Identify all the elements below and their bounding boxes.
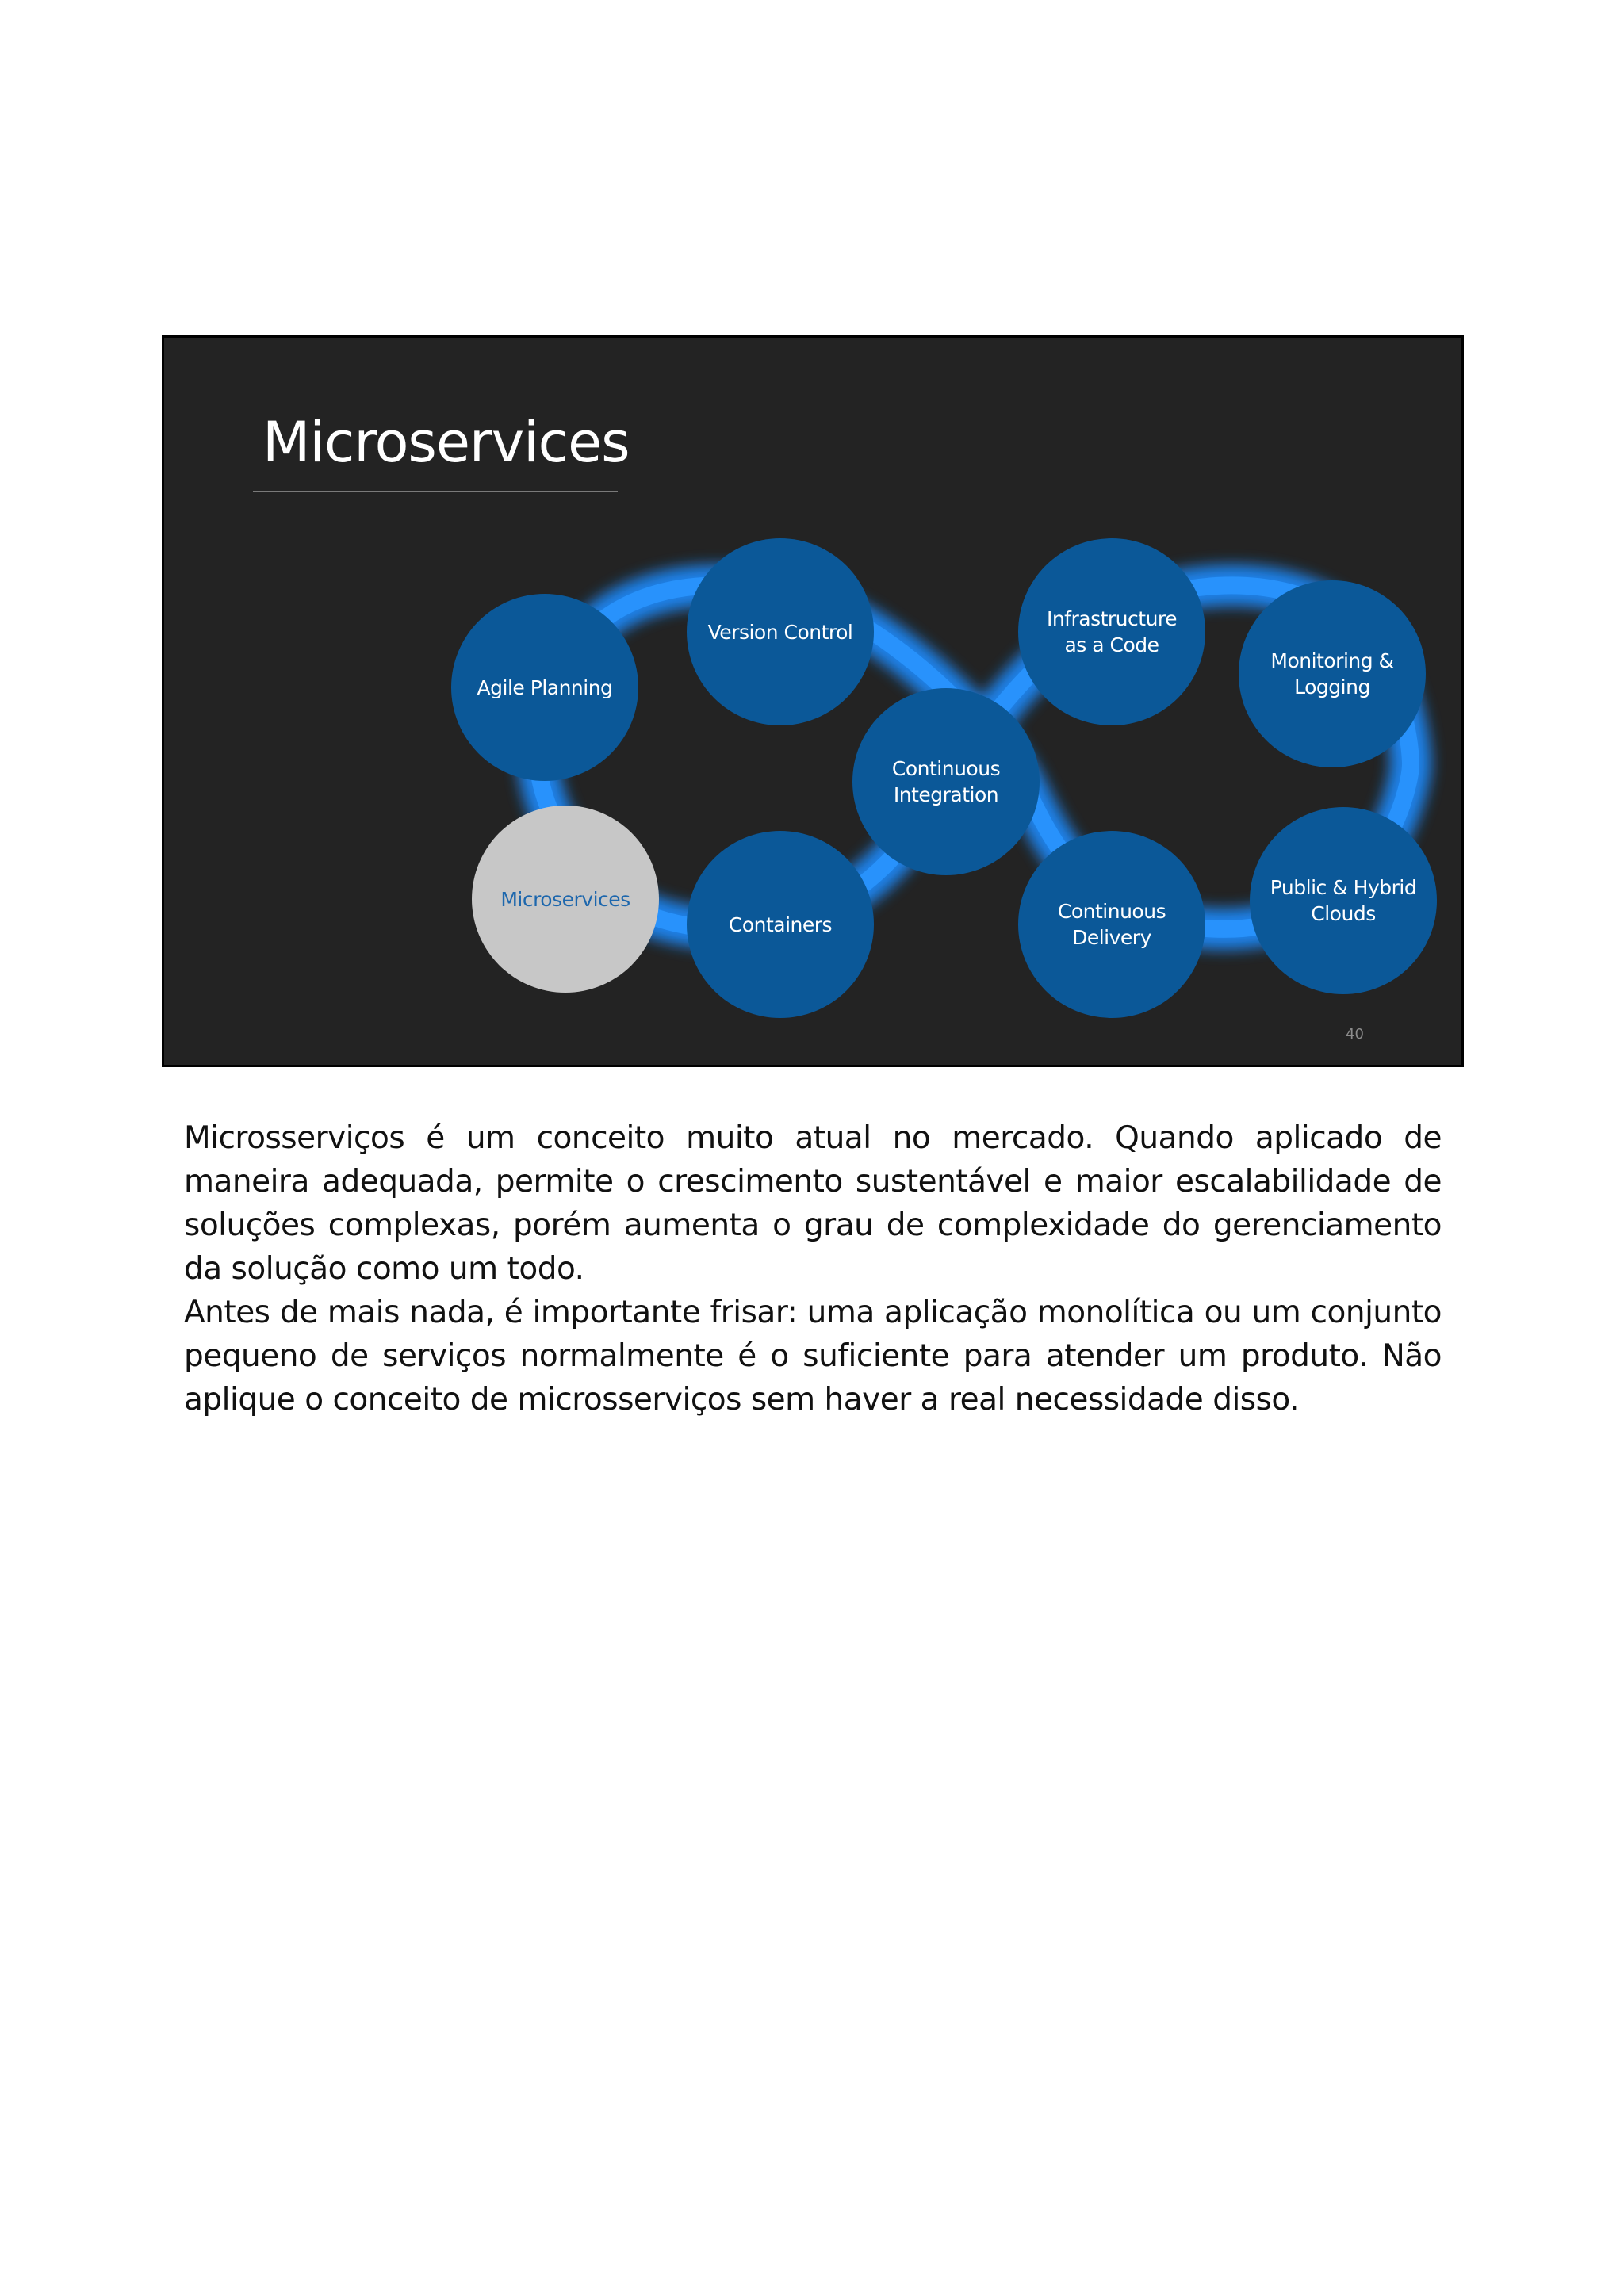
node-label: Public & Hybrid Clouds bbox=[1270, 876, 1417, 925]
node-label: Monitoring & Logging bbox=[1270, 649, 1394, 698]
node-label: Agile Planning bbox=[477, 675, 613, 699]
node-version-control bbox=[687, 538, 874, 725]
node-label: Continuous Delivery bbox=[1057, 900, 1166, 949]
node-continuous-delivery bbox=[1018, 831, 1205, 1018]
node-monitoring-logging bbox=[1239, 580, 1426, 767]
node-continuous-integration bbox=[852, 688, 1040, 875]
node-microservices bbox=[472, 806, 659, 993]
slide-page-number: 40 bbox=[1346, 1026, 1364, 1043]
node-infrastructure-as-code bbox=[1018, 538, 1205, 725]
node-label: Infrastructure as a Code bbox=[1046, 607, 1178, 656]
presentation-slide bbox=[162, 335, 1464, 1067]
node-label: Version Control bbox=[707, 620, 853, 644]
node-label: Continuous Integration bbox=[891, 757, 1001, 806]
node-label: Microservices bbox=[500, 887, 630, 911]
node-label: Containers bbox=[728, 913, 833, 936]
paragraph-2: Antes de mais nada, é importante frisar: uma aplicação monolítica ou um conjunto pequeno de serviços normalmente é o suficiente para atender um produto. Não aplique o conceito de microsserviços sem haver a real necessidade disso. bbox=[184, 1295, 1442, 1418]
body-text bbox=[184, 1116, 1442, 1422]
paragraph-1: Microsserviços é um conceito muito atual no mercado. Quando aplicado de maneira adequada, permite o crescimento sustentável e maior escalabilidade de soluções complexas, porém aumenta o grau de complexidade do gerenciamento da solução como um todo. bbox=[184, 1120, 1442, 1287]
node-agile-planning bbox=[451, 594, 638, 781]
node-public-hybrid-clouds bbox=[1250, 807, 1437, 994]
node-containers bbox=[687, 831, 874, 1018]
slide-title: Microservices bbox=[262, 410, 630, 475]
